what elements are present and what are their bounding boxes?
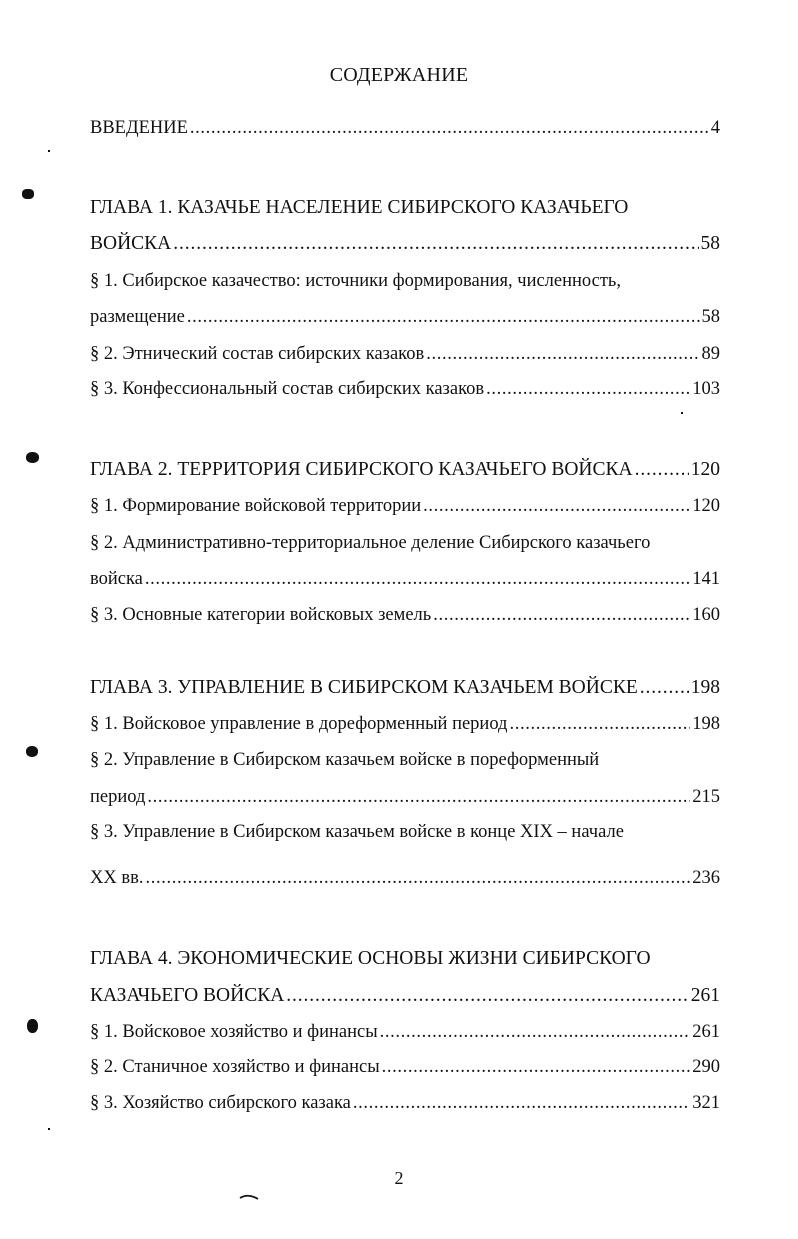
leader-dots <box>635 456 689 484</box>
leader-dots <box>187 303 700 331</box>
toc-page: 4 <box>710 118 720 138</box>
toc-page: 261 <box>692 1022 720 1042</box>
toc-page: 141 <box>692 569 720 589</box>
leader-dots <box>380 1018 691 1046</box>
toc-page: 198 <box>692 714 720 734</box>
toc-label: КАЗАЧЬЕГО ВОЙСКА <box>90 985 285 1006</box>
toc-page: 215 <box>692 787 720 807</box>
toc-page: 236 <box>692 868 720 888</box>
section-3-2-line1[interactable]: § 2. Управление в Сибирском казачьем войске в пореформенный <box>90 750 600 770</box>
section-1-1-line1[interactable]: § 1. Сибирское казачество: источники формирования, численность, <box>90 271 621 291</box>
toc-entry-section-3-3[interactable] <box>90 864 720 892</box>
toc-entry-section-2-2[interactable] <box>90 565 720 593</box>
section-3-3-line1[interactable]: § 3. Управление в Сибирском казачьем войске в конце XIX – начале <box>90 822 624 842</box>
dust-speck-icon <box>48 150 50 152</box>
leader-dots <box>640 674 689 702</box>
leader-dots <box>190 114 709 142</box>
toc-label: § 1. Формирование войсковой территории <box>90 496 422 516</box>
leader-dots <box>486 375 690 403</box>
toc-page: 89 <box>701 344 720 364</box>
leader-dots <box>286 982 688 1010</box>
toc-label: войска <box>90 569 143 589</box>
section-2-2-line1[interactable]: § 2. Административно-территориальное деление Сибирского казачьего <box>90 533 651 553</box>
leader-dots <box>433 601 690 629</box>
leader-dots <box>382 1053 691 1081</box>
dust-speck-icon <box>681 412 683 414</box>
scan-mark-icon <box>26 746 38 757</box>
toc-entry-section-2-3[interactable] <box>90 601 720 629</box>
toc-label: ГЛАВА 3. УПРАВЛЕНИЕ В СИБИРСКОМ КАЗАЧЬЕМ ВОЙСКЕ <box>90 677 638 698</box>
toc-page: 58 <box>700 233 720 254</box>
pen-stroke-icon <box>238 1192 260 1202</box>
toc-page: 58 <box>701 307 720 327</box>
toc-page: 290 <box>692 1057 720 1077</box>
dust-speck-icon <box>48 1128 50 1130</box>
leader-dots <box>509 710 690 738</box>
toc-entry-chapter-2[interactable] <box>90 456 720 484</box>
toc-label: § 2. Станичное хозяйство и финансы <box>90 1057 380 1077</box>
leader-dots <box>426 340 699 368</box>
toc-page: 261 <box>690 985 720 1006</box>
toc-entry-chapter-3[interactable] <box>90 674 720 702</box>
leader-dots <box>147 783 690 811</box>
toc-label: ВОЙСКА <box>90 233 172 254</box>
toc-entry-section-3-1[interactable] <box>90 710 720 738</box>
toc-entry-section-4-1[interactable] <box>90 1018 720 1046</box>
toc-page: 120 <box>692 496 720 516</box>
toc-entry-section-1-3[interactable] <box>90 375 720 403</box>
toc-label: § 1. Войсковое хозяйство и финансы <box>90 1022 378 1042</box>
chapter-1-heading-line1[interactable]: ГЛАВА 1. КАЗАЧЬЕ НАСЕЛЕНИЕ СИБИРСКОГО КАЗАЧЬЕГО <box>90 197 629 218</box>
toc-label: § 2. Этнический состав сибирских казаков <box>90 344 425 364</box>
toc-entry-section-3-2[interactable] <box>90 783 720 811</box>
leader-dots <box>145 565 690 593</box>
toc-label: § 3. Хозяйство сибирского казака <box>90 1093 351 1113</box>
scan-mark-icon <box>22 189 34 199</box>
toc-label: ВВЕДЕНИЕ <box>90 118 188 138</box>
toc-entry-section-4-2[interactable] <box>90 1053 720 1081</box>
leader-dots <box>353 1089 690 1117</box>
leader-dots <box>423 492 690 520</box>
page-number: 2 <box>394 1168 404 1188</box>
toc-entry-section-2-1[interactable] <box>90 492 720 520</box>
toc-page: 198 <box>690 677 720 698</box>
leader-dots <box>145 864 690 892</box>
toc-label: § 3. Конфессиональный состав сибирских казаков <box>90 379 485 399</box>
scan-mark-icon <box>26 452 39 463</box>
toc-page: 120 <box>690 459 720 480</box>
toc-entry-section-1-2[interactable] <box>90 340 720 368</box>
toc-page: 103 <box>692 379 720 399</box>
toc-label: § 1. Войсковое управление в дореформенный период <box>90 714 508 734</box>
leader-dots <box>173 230 698 258</box>
toc-label: размещение <box>90 307 185 327</box>
toc-entry-section-1-1[interactable] <box>90 303 720 331</box>
toc-label: период <box>90 787 146 807</box>
toc-page: 160 <box>692 605 720 625</box>
toc-label: ГЛАВА 2. ТЕРРИТОРИЯ СИБИРСКОГО КАЗАЧЬЕГО ВОЙСКА <box>90 459 633 480</box>
toc-label: XX вв. <box>90 868 144 888</box>
toc-label: § 3. Основные категории войсковых земель <box>90 605 432 625</box>
chapter-4-heading-line1[interactable]: ГЛАВА 4. ЭКОНОМИЧЕСКИЕ ОСНОВЫ ЖИЗНИ СИБИРСКОГО <box>90 948 651 969</box>
toc-page: 321 <box>692 1093 720 1113</box>
toc-entry-section-4-3[interactable] <box>90 1089 720 1117</box>
toc-entry-chapter-1[interactable] <box>90 230 720 258</box>
toc-entry-chapter-4[interactable] <box>90 982 720 1010</box>
toc-entry-introduction[interactable] <box>90 114 720 142</box>
scan-mark-icon <box>27 1019 38 1033</box>
page-title: СОДЕРЖАНИЕ <box>329 64 469 86</box>
